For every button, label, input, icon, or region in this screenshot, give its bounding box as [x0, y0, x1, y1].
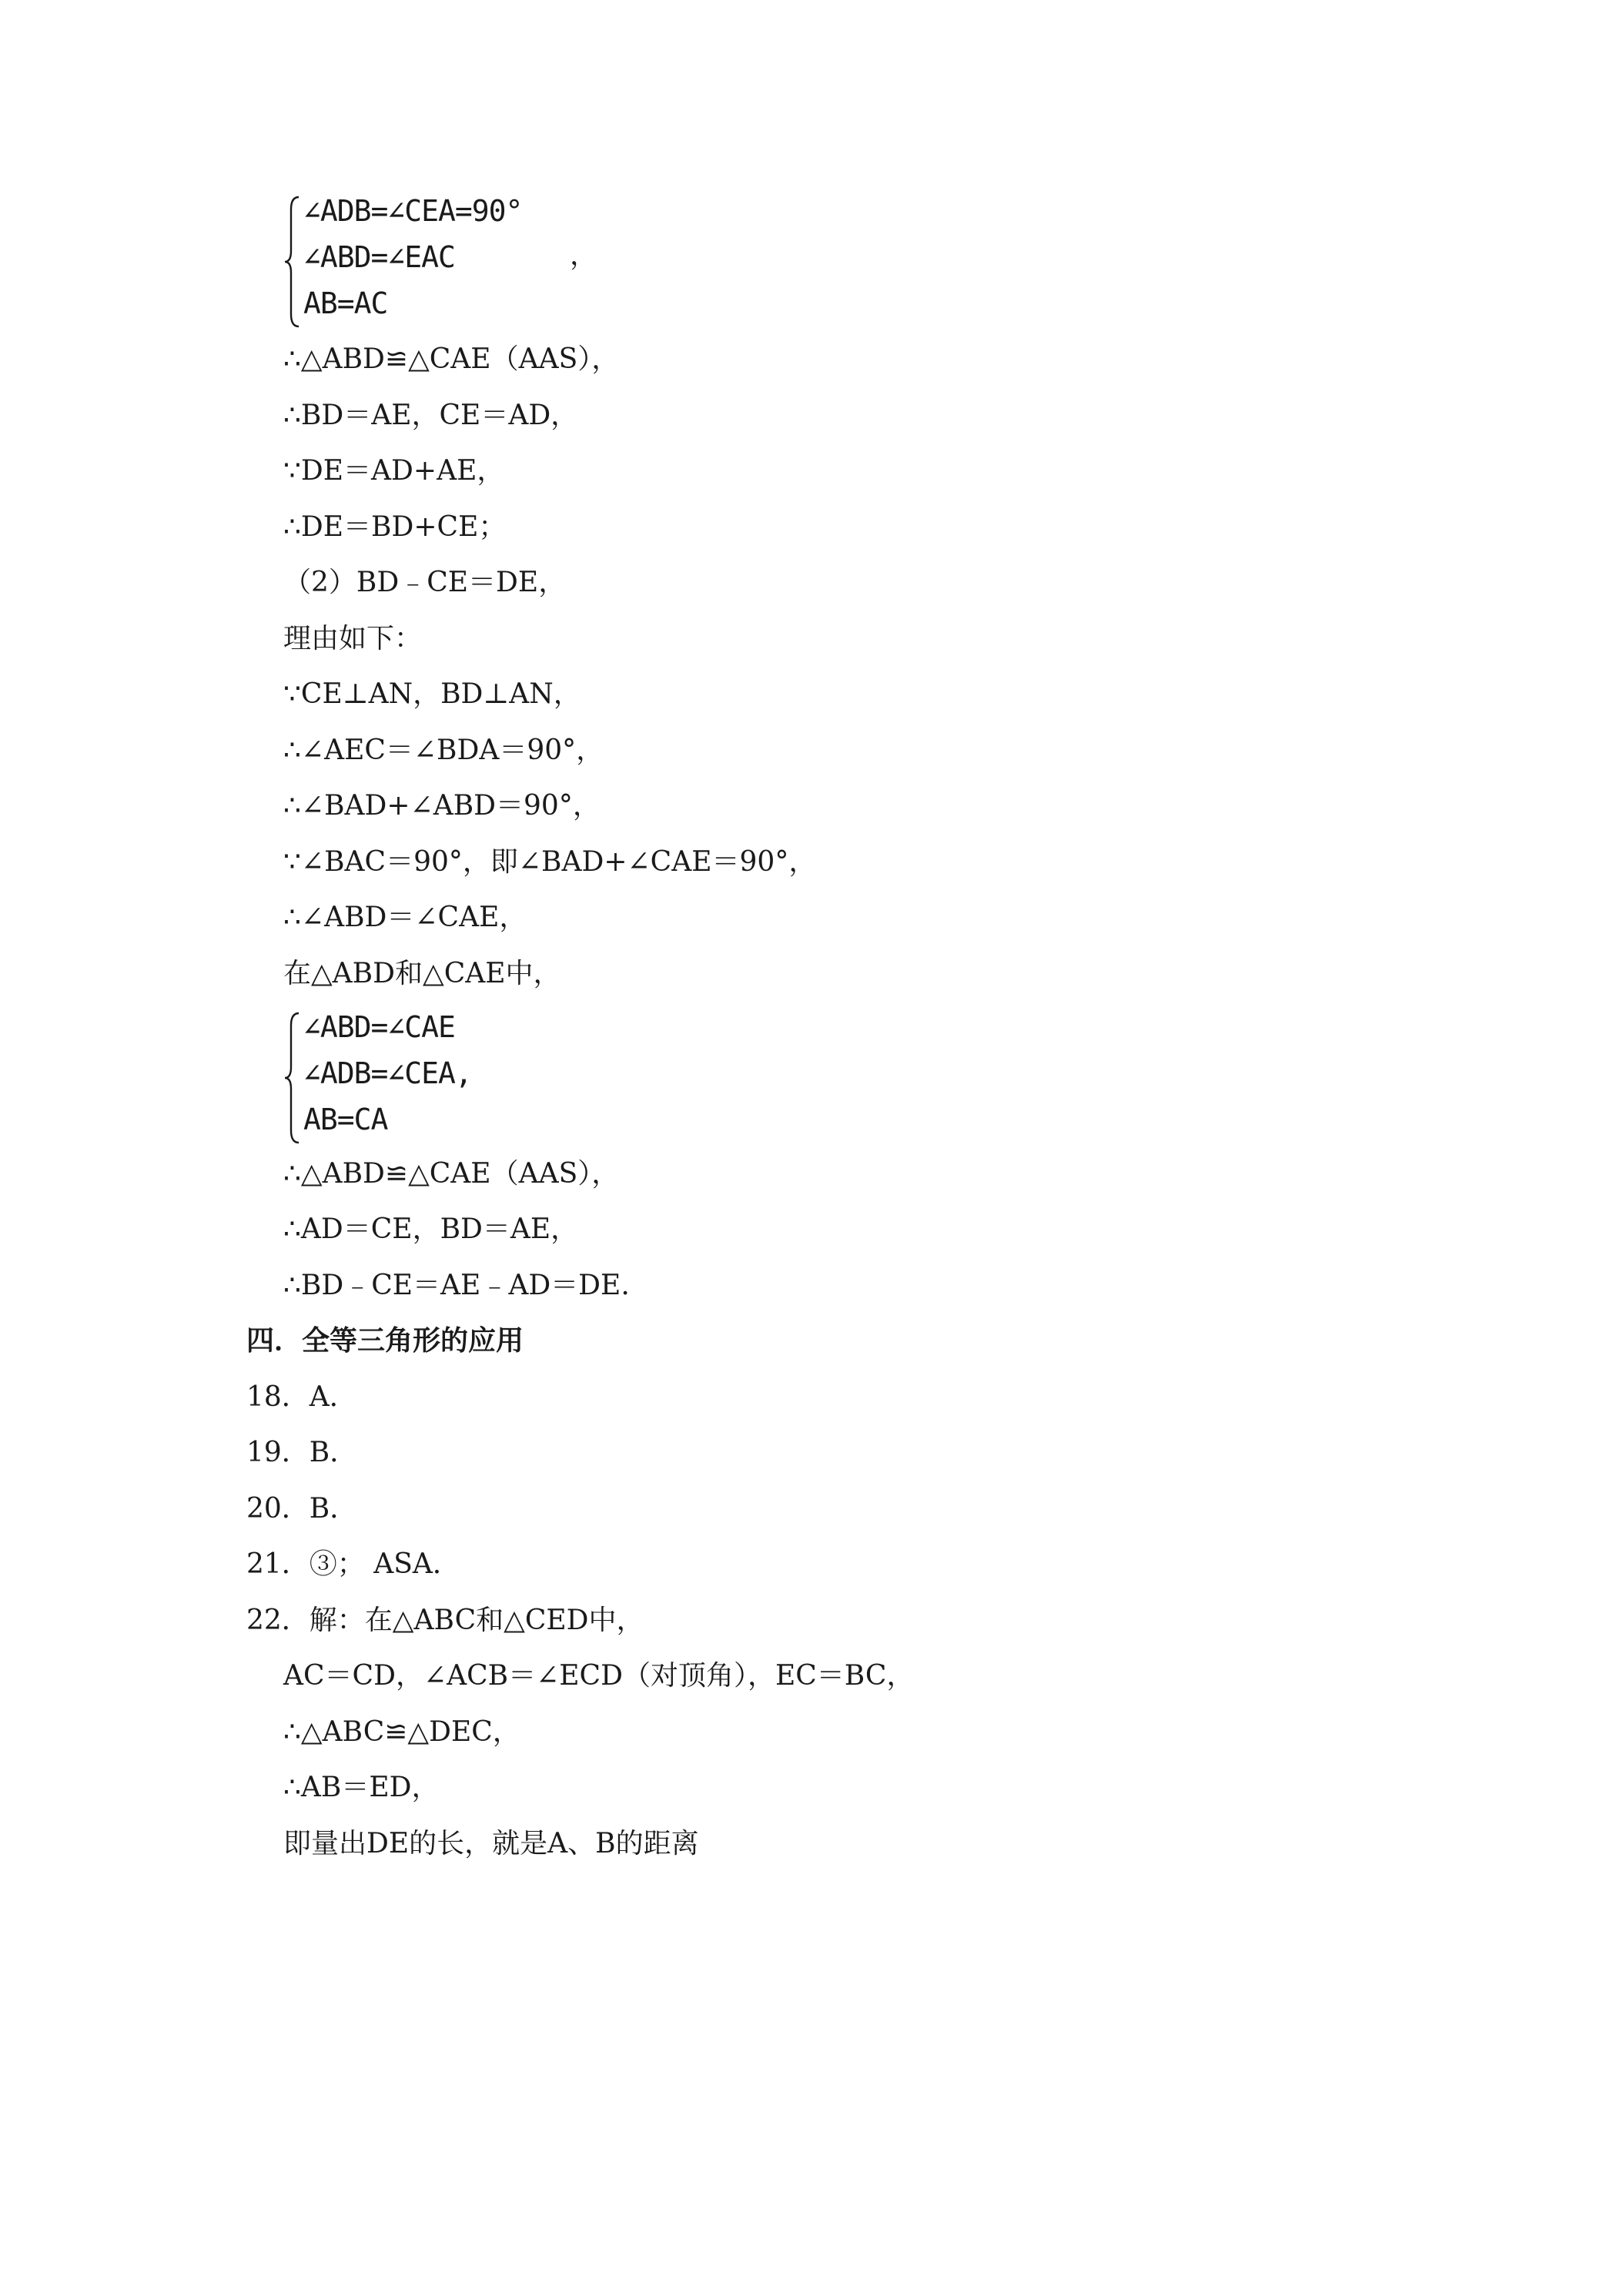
equation-system-2	[283, 1010, 684, 1146]
proof-line: ∴△ABD≌△CAE（AAS），	[283, 343, 620, 375]
proof-line: 在△ABD和△CAE中，	[283, 958, 561, 989]
answer-item: 19．B．	[246, 1437, 358, 1468]
left-brace-icon	[283, 1010, 300, 1146]
answer-item: 22．解：在△ABC和△CED中，	[246, 1605, 644, 1636]
proof-line: 理由如下：	[283, 623, 423, 654]
proof-line: ∴AD＝CE，BD＝AE，	[283, 1213, 579, 1245]
equation-system-1	[283, 194, 684, 330]
answer-item: 21．③； ASA．	[246, 1548, 460, 1580]
equation-row: AB=AC	[303, 286, 388, 320]
equation-trailing-comma: ，	[570, 239, 598, 271]
solution-line: ∴△ABC≌△DEC，	[283, 1716, 520, 1748]
equation-row: AB=CA	[303, 1103, 388, 1136]
section-title: 四．全等三角形的应用	[246, 1325, 524, 1357]
equation-row: ∠ABD=∠EAC	[303, 240, 455, 274]
proof-line: ∴∠ABD＝∠CAE，	[283, 902, 527, 933]
solution-line: AC＝CD，∠ACB＝∠ECD（对顶角），EC＝BC，	[283, 1660, 915, 1692]
left-brace-icon	[283, 194, 300, 330]
solution-line: ∴AB＝ED，	[283, 1772, 440, 1803]
proof-line: ∵CE⊥AN，BD⊥AN，	[283, 678, 581, 710]
equation-row: ∠ADB=∠CEA=90°	[303, 194, 523, 228]
proof-line: ∴∠BAD+∠ABD＝90°，	[283, 790, 601, 822]
equation-row: ∠ADB=∠CEA,	[303, 1056, 472, 1090]
proof-line: ∵∠BAC＝90°，即∠BAD+∠CAE＝90°，	[283, 846, 817, 878]
equation-row: ∠ABD=∠CAE	[303, 1010, 455, 1044]
proof-line: ∵DE＝AD+AE，	[283, 455, 505, 487]
proof-line: ∴DE＝BD+CE；	[283, 511, 507, 543]
proof-line: （2）BD﹣CE＝DE，	[283, 567, 567, 598]
answer-item: 20．B．	[246, 1493, 358, 1525]
proof-line: ∴△ABD≌△CAE（AAS），	[283, 1158, 620, 1190]
solution-line: 即量出DE的长，就是A、B的距离	[283, 1828, 699, 1859]
proof-line: ∴BD＝AE，CE＝AD，	[283, 400, 579, 431]
proof-line: ∴∠AEC＝∠BDA＝90°，	[283, 735, 604, 766]
proof-line: ∴BD﹣CE＝AE﹣AD＝DE.	[283, 1270, 630, 1301]
answer-item: 18．A．	[246, 1381, 357, 1413]
